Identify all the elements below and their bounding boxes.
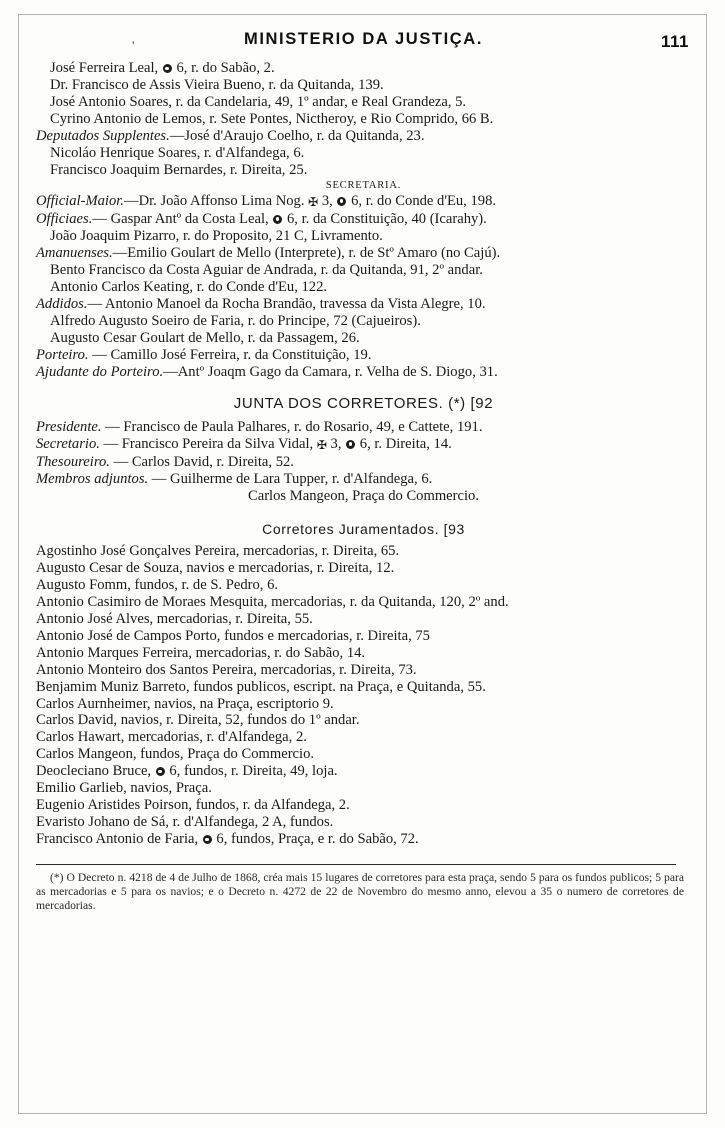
entry-body: Antonio Carlos Keating, r. do Conde d'Eu, 122.	[50, 278, 328, 295]
footnote-divider	[36, 864, 676, 865]
directory-entry	[36, 419, 691, 436]
directory-entry	[36, 364, 691, 381]
directory-entry	[36, 94, 691, 111]
secretaria-heading: SECRETARIA.	[325, 179, 402, 191]
entry-role-label: Presidente.	[36, 418, 102, 435]
broker-list-item: Antonio Monteiro dos Santos Pereira, mercadorias, r. Direita, 73.	[36, 661, 417, 678]
broker-list-item: Eugenio Aristides Poirson, fundos, r. da Alfandega, 2.	[36, 797, 350, 814]
entry-body: — Carlos David, r. Direita, 52.	[109, 453, 294, 470]
page-title: MINISTERIO DA JUSTIÇA.	[243, 30, 484, 48]
entry-body: — Camillo José Ferreira, r. da Constituição, 19.	[88, 346, 372, 363]
directory-entry	[36, 330, 691, 347]
directory-entry	[36, 228, 691, 245]
directory-entry	[36, 145, 691, 162]
entry-body: —José d'Araujo Coelho, r. da Quitanda, 23.	[169, 127, 425, 144]
entry-role-label: Ajudante do Porteiro.	[36, 363, 164, 380]
entry-body: Dr. Francisco de Assis Vieira Bueno, r. da Quitanda, 139.	[50, 76, 384, 93]
entry-role-label: Membros adjuntos.	[36, 470, 149, 487]
broker-list-item: Carlos David, navios, r. Direita, 52, fundos do 1º andar.	[36, 712, 360, 729]
entry-body: — Guilherme de Lara Tupper, r. d'Alfandega, 6.	[148, 470, 433, 487]
broker-list-item: Benjamim Muniz Barreto, fundos publicos, escript. na Praça, e Quitanda, 55.	[36, 678, 486, 695]
directory-entry	[36, 262, 691, 279]
entry-body: — Francisco Pereira da Silva Vidal, ✠ 3, 6, r. Direita, 14.	[99, 435, 452, 452]
entry-body: — Gaspar Antº da Costa Leal, 6, r. da Constituição, 40 (Icarahy).	[92, 210, 487, 227]
broker-list-item: Carlos Mangeon, fundos, Praça do Commercio.	[36, 746, 315, 763]
header-leading-mark: '	[132, 38, 135, 53]
entry-role-label: Porteiro.	[36, 346, 89, 363]
entry-body: —Dr. João Affonso Lima Nog. ✠ 3, 6, r. do Conde d'Eu, 198.	[123, 192, 497, 209]
entry-body: Cyrino Antonio de Lemos, r. Sete Pontes, Nictheroy, e Rio Comprido, 66 B.	[50, 110, 494, 127]
entry-role-label: Official-Maior.	[36, 192, 124, 209]
entry-body: — Antonio Manoel da Rocha Brandão, travessa da Vista Alegre, 10.	[87, 295, 486, 312]
broker-list-item: Carlos Aurnheimer, navios, na Praça, escriptorio 9.	[36, 695, 334, 712]
page-content	[36, 30, 691, 912]
directory-entry	[36, 313, 691, 330]
directory-entry	[36, 296, 691, 313]
entry-role-label: Thesoureiro.	[36, 453, 110, 470]
entry-body: Francisco Joaquim Bernardes, r. Direita, 25.	[50, 161, 308, 178]
page-number: 111	[661, 32, 689, 51]
rosette-order-icon	[273, 215, 282, 224]
entry-body: Alfredo Augusto Soeiro de Faria, r. do Principe, 72 (Cajueiros).	[50, 312, 421, 329]
entry-body: —Emilio Goulart de Mello (Interprete), r. de Stº Amaro (no Cajú).	[112, 244, 501, 261]
rosette-order-icon	[337, 197, 346, 206]
rosette-order-icon	[163, 64, 172, 73]
rosette-order-icon	[346, 440, 355, 449]
broker-list-item: Augusto Fomm, fundos, r. de S. Pedro, 6.	[36, 576, 279, 593]
directory-entry	[36, 454, 691, 471]
maltese-cross-icon: ✠	[316, 437, 327, 452]
corretores-section-title: Corretores Juramentados. [93	[262, 520, 465, 537]
broker-list-item: Agostinho José Gonçalves Pereira, mercadorias, r. Direita, 65.	[36, 542, 400, 559]
directory-entry	[36, 347, 691, 364]
broker-list-item: Antonio Marques Ferreira, mercadorias, r. do Sabão, 14.	[36, 644, 366, 661]
entry-role-label: Amanuenses.	[36, 244, 113, 261]
entry-role-label: Officiaes.	[36, 210, 93, 227]
entry-body: Augusto Cesar Goulart de Mello, r. da Passagem, 26.	[50, 329, 360, 346]
directory-entry	[36, 111, 691, 128]
broker-list-item: Evaristo Johano de Sá, r. d'Alfandega, 2 A, fundos.	[36, 814, 334, 831]
rosette-order-icon	[203, 835, 212, 844]
maltese-cross-icon: ✠	[308, 194, 319, 209]
broker-list-item: Antonio José de Campos Porto, fundos e mercadorias, r. Direita, 75	[36, 627, 430, 644]
broker-list-item: Antonio José Alves, mercadorias, r. Direita, 55.	[36, 610, 313, 627]
broker-list-item: Antonio Casimiro de Moraes Mesquita, mercadorias, r. da Quitanda, 120, 2º and.	[36, 593, 509, 610]
directory-entry	[36, 436, 691, 454]
broker-list-item: Carlos Hawart, mercadorias, r. d'Alfandega, 2.	[36, 729, 307, 746]
entry-body: Bento Francisco da Costa Aguiar de Andrada, r. da Quitanda, 91, 2º andar.	[50, 261, 483, 278]
entry-role-label: Deputados Supplentes.	[36, 127, 170, 144]
entry-role-label: Addidos.	[36, 295, 88, 312]
junta-section-title: JUNTA DOS CORRETORES. (*) [92	[233, 394, 494, 412]
entry-body: Nicoláo Henrique Soares, r. d'Alfandega, 6.	[50, 144, 305, 161]
entry-body: José Ferreira Leal, 6, r. do Sabão, 2.	[50, 60, 275, 76]
junta-centered-entry: Carlos Mangeon, Praça do Commercio.	[247, 487, 479, 504]
broker-list-item: Augusto Cesar de Souza, navios e mercadorias, r. Direita, 12.	[36, 559, 395, 576]
directory-entry	[36, 245, 691, 262]
entry-body: —Antº Joaqm Gago da Camara, r. Velha de S. Diogo, 31.	[163, 363, 498, 380]
directory-entry	[36, 279, 691, 296]
broker-list-item: Francisco Antonio de Faria, 6, fundos, Praça, e r. do Sabão, 72.	[36, 831, 419, 848]
top-entries-list	[36, 60, 691, 179]
entry-body: José Antonio Soares, r. da Candelaria, 49, 1º andar, e Real Grandeza, 5.	[50, 93, 467, 110]
directory-entry	[36, 471, 691, 488]
junta-entries-list	[36, 419, 691, 488]
entry-role-label: Secretario.	[36, 435, 100, 452]
corretores-entries-list	[36, 543, 691, 849]
entry-body: João Joaquim Pizarro, r. do Proposito, 21 C, Livramento.	[50, 227, 383, 244]
rosette-order-icon	[156, 767, 165, 776]
directory-entry	[36, 77, 691, 94]
directory-entry	[36, 211, 691, 228]
directory-entry	[36, 128, 691, 145]
directory-entry	[36, 162, 691, 179]
broker-list-item: Emilio Garlieb, navios, Praça.	[36, 780, 212, 797]
footnote-text: (*) O Decreto n. 4218 de 4 de Julho de 1868, créa mais 15 lugares de corretores para esta praça, sendo 5 para os fundos publicos; 5 para as mercadorias e 5 para os navios; e o Decreto n. 4272 de 22 de Novembro do mesmo anno, elevou a 35 o numero de corretores de mercadorias.	[36, 871, 684, 912]
secretaria-entries-list	[36, 193, 691, 381]
directory-entry	[36, 60, 691, 77]
broker-list-item: Deocleciano Bruce, 6, fundos, r. Direita, 49, loja.	[36, 763, 338, 780]
entry-body: — Francisco de Paula Palhares, r. do Rosario, 49, e Cattete, 191.	[101, 418, 483, 435]
page-header	[36, 30, 691, 56]
directory-entry	[36, 193, 691, 211]
